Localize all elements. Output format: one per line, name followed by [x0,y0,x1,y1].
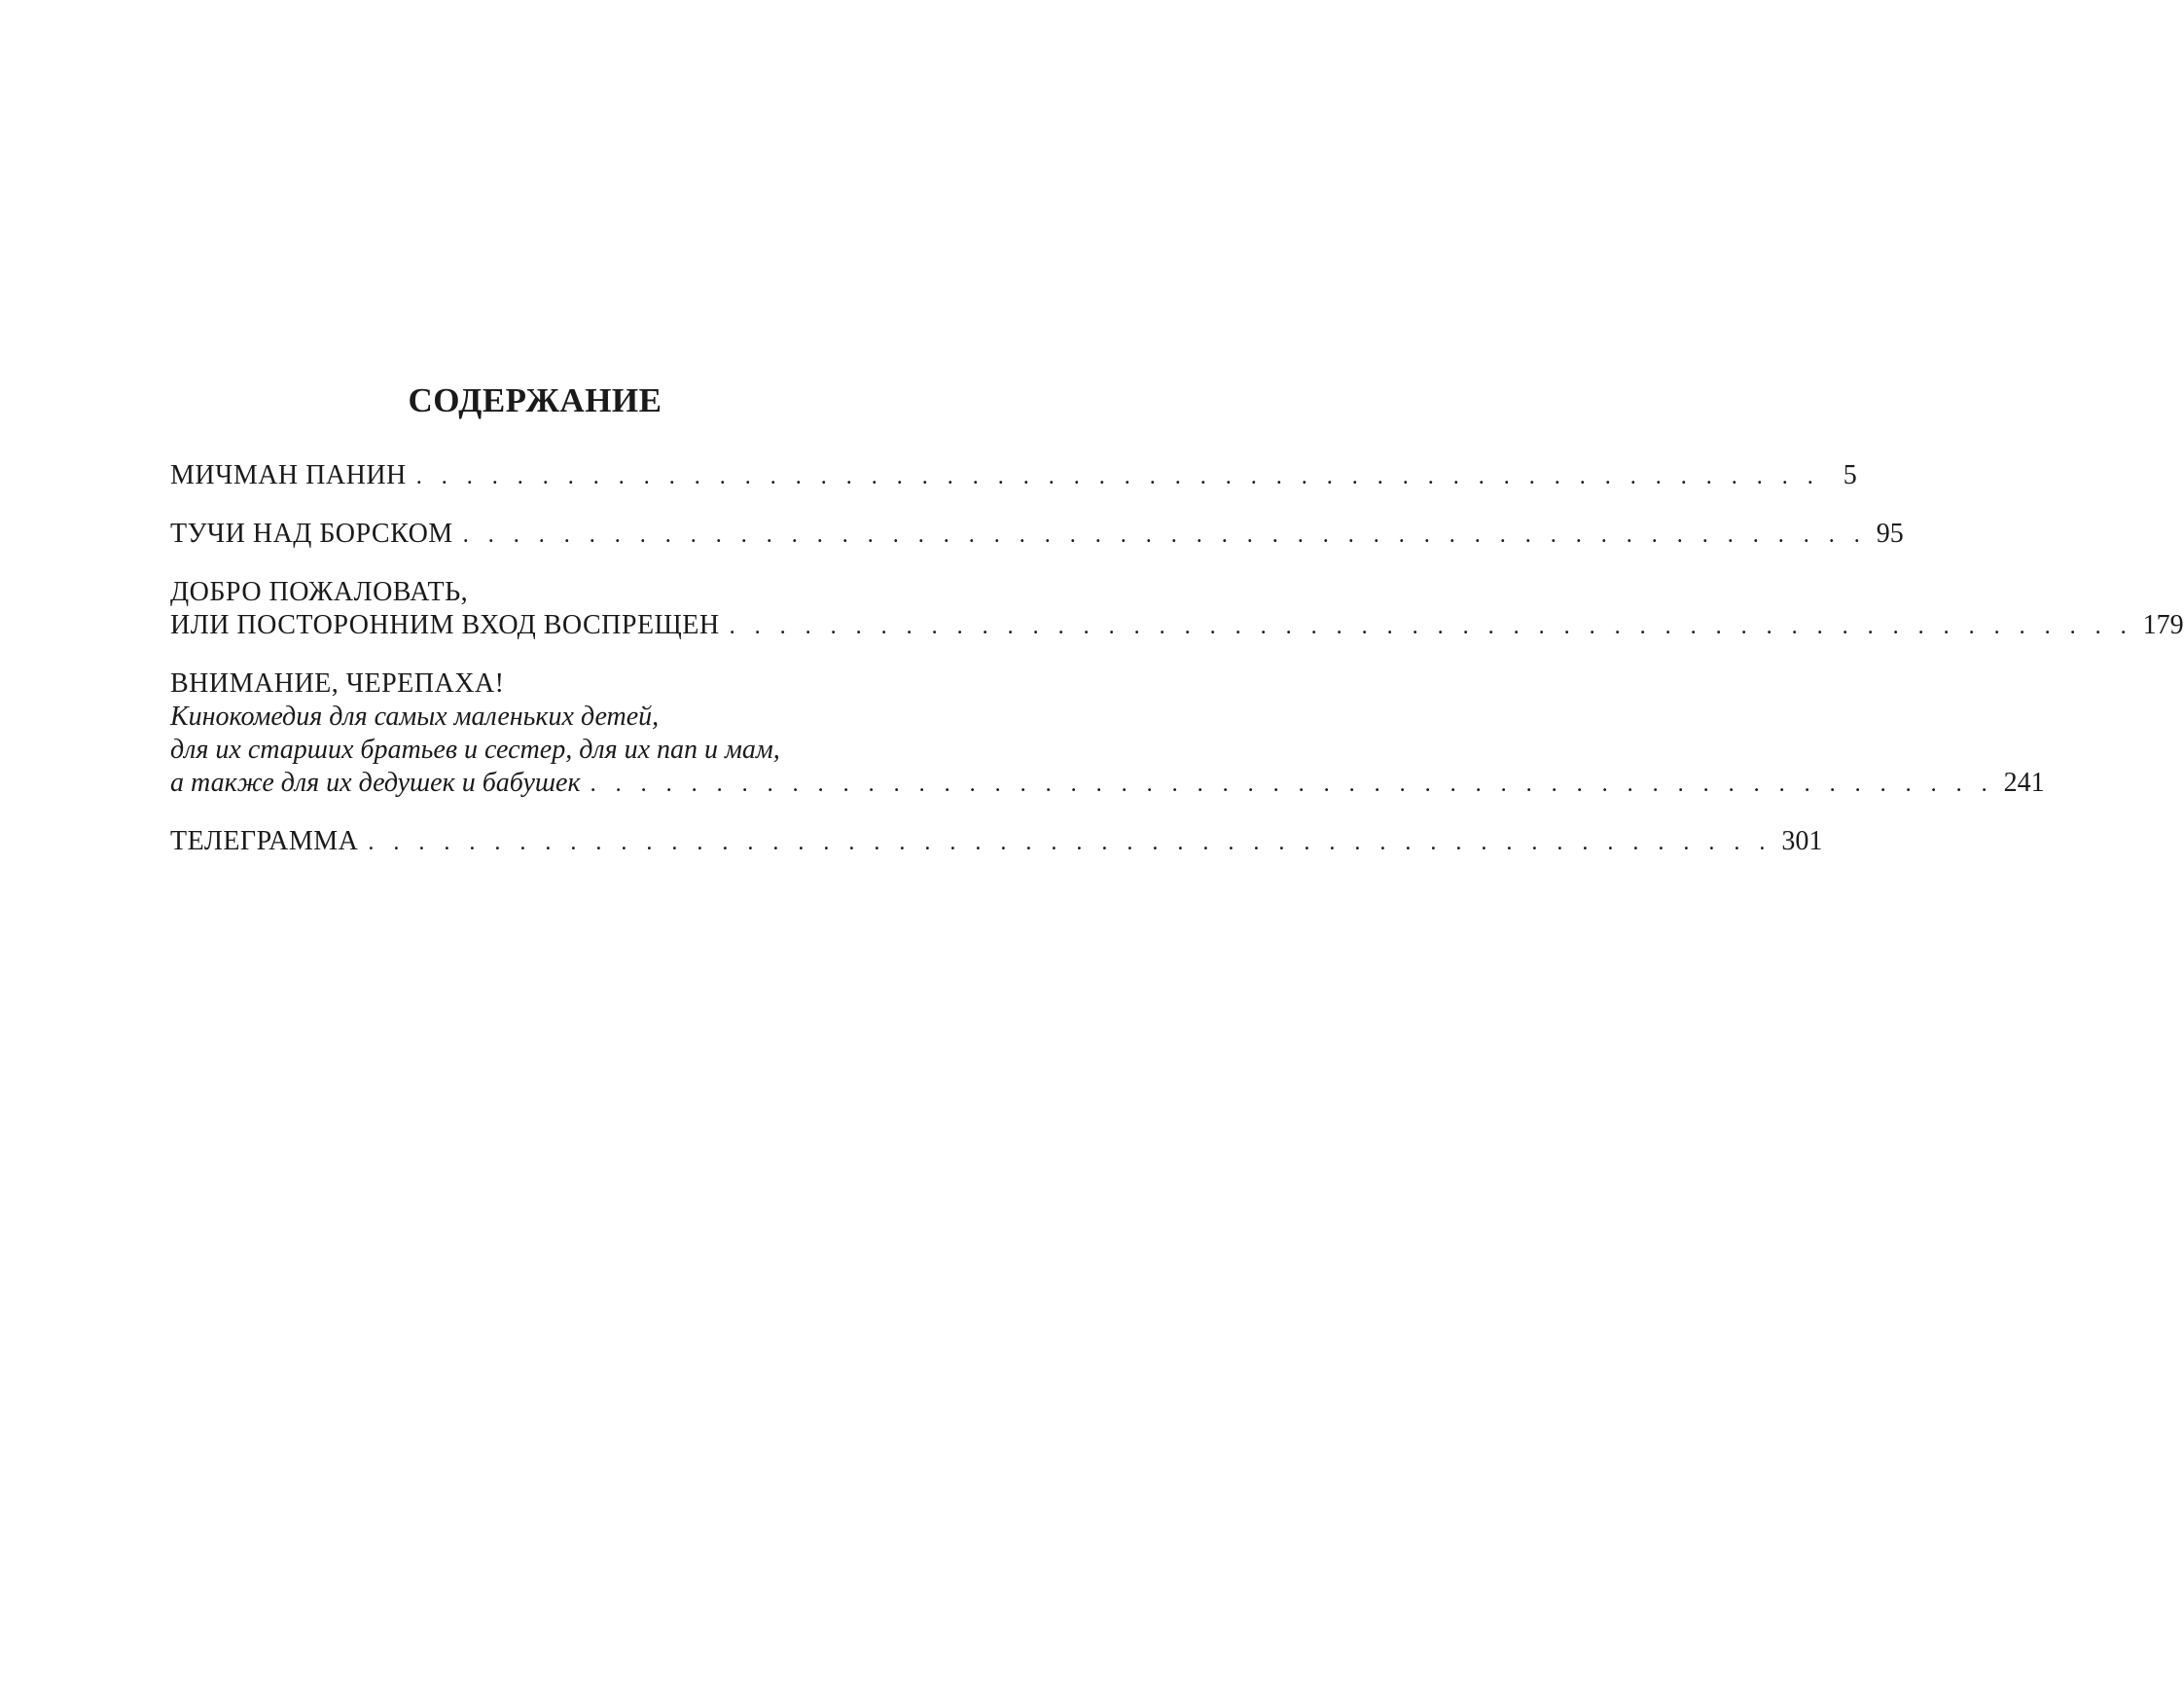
toc-page-number: 95 [1876,519,1904,549]
toc-entry-subtitle: Кинокомедия для самых маленьких детей, [170,702,660,732]
dot-leader: . . . . . . . . . . . . . . . . . . . . . . . . . . . . . . . . . . . . . . . . . . . . . . . . . . . . . . . . [415,464,1820,489]
dot-leader: . . . . . . . . . . . . . . . . . . . . . . . . . . . . . . . . . . . . . . . . . . . . . . . . . . . . . . . . [590,772,1994,797]
toc-entry-title: МИЧМАН ПАНИН [170,460,407,490]
toc-entry-line [170,609,2184,643]
toc-page-number: 241 [2003,768,2045,798]
toc-entry-line [170,518,1904,552]
toc-page-number: 5 [1843,460,1857,490]
toc-page-number: 179 [2142,610,2184,640]
toc-entry-title: ТЕЛЕГРАММА [170,826,359,856]
toc-entry-line [170,767,2045,801]
toc-entry-subtitle: для их старших братьев и сестер, для их пап и мам, [170,735,780,765]
toc-entry-title: ДОБРО ПОЖАЛОВАТЬ, [170,577,469,607]
toc-page-number: 301 [1781,826,1823,856]
dot-leader: . . . . . . . . . . . . . . . . . . . . . . . . . . . . . . . . . . . . . . . . . . . . . . . . . . . . . . . . [368,830,1772,855]
toc-entry[interactable] [170,518,1904,552]
dot-leader: . . . . . . . . . . . . . . . . . . . . . . . . . . . . . . . . . . . . . . . . . . . . . . . . . . . . . . . . [462,523,1867,548]
table-of-contents [170,459,2184,884]
toc-entry-line [170,459,1857,493]
toc-entry[interactable] [170,825,1823,859]
toc-entry-subtitle: а также для их дедушек и бабушек [170,768,581,798]
toc-entry-line [170,825,1823,859]
toc-entry-title: ВНИМАНИЕ, ЧЕРЕПАХА! [170,668,505,699]
toc-entry[interactable] [170,459,1857,493]
toc-entry[interactable] [170,576,2184,643]
toc-entry[interactable] [170,667,2045,801]
toc-entry-title-continued: ИЛИ ПОСТОРОННИМ ВХОД ВОСПРЕЩЕН [170,610,720,640]
toc-heading: СОДЕРЖАНИЕ [408,381,662,419]
dot-leader: . . . . . . . . . . . . . . . . . . . . . . . . . . . . . . . . . . . . . . . . . . . . . . . . . . . . . . . . [729,614,2133,639]
toc-entry-title: ТУЧИ НАД БОРСКОМ [170,519,453,549]
